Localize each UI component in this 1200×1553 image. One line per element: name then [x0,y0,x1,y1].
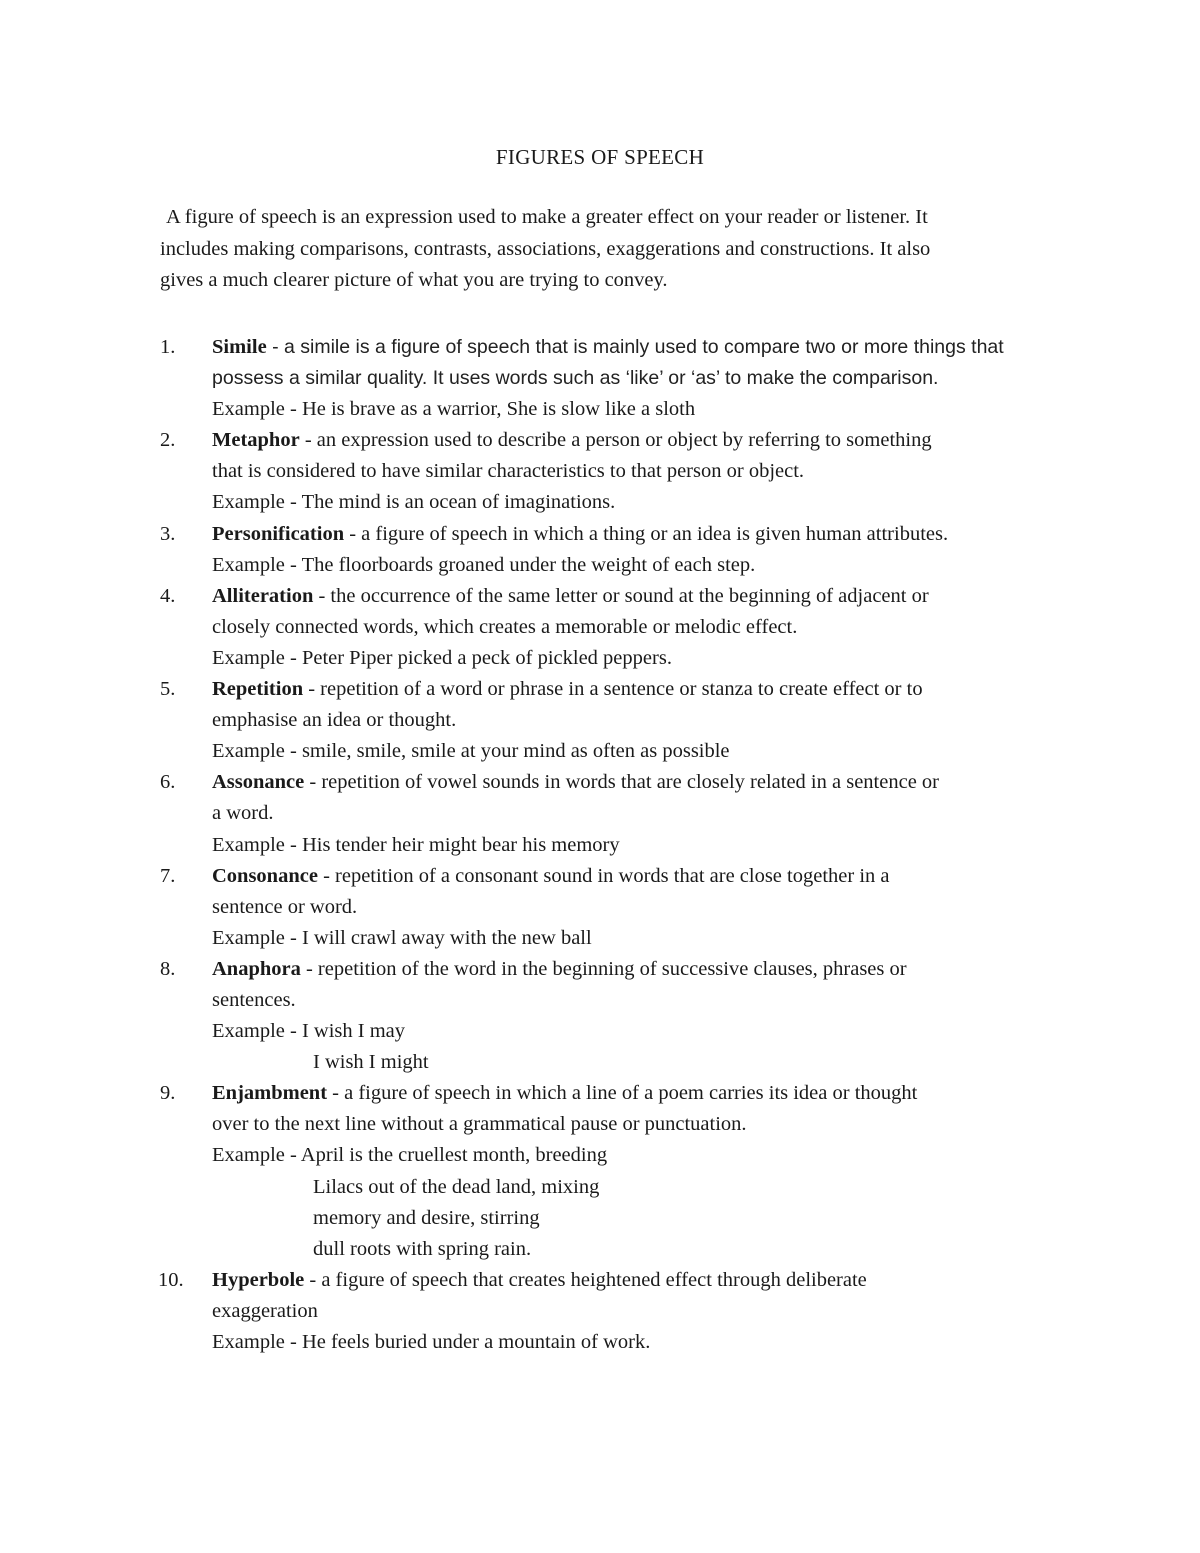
example-line: Example - The floorboards groaned under the weight of each step. [212,553,756,576]
example-line: Example - He is brave as a warrior, She is slow like a sloth [212,398,696,421]
item-body [212,674,1080,767]
item-body [212,1078,1080,1265]
term: Assonance [212,771,305,794]
definition-line [212,892,1080,923]
definition-line [212,519,1080,550]
example-line: Example - April is the cruellest month, breeding [212,1144,608,1167]
definition-line [212,861,1080,892]
example-line: Example - The mind is an ocean of imaginations. [212,491,616,514]
list-number: 3. [160,522,176,545]
list-number: 7. [160,864,176,887]
definition-line [212,456,1080,487]
definition-text: that is considered to have similar characteristics to that person or object. [212,460,805,483]
example-line: Example - His tender heir might bear his memory [212,833,620,856]
list-item [160,425,1080,518]
term: Repetition [212,678,304,701]
term: Simile [212,336,267,358]
example-continuation: I wish I might [313,1051,429,1074]
item-body [212,954,1080,1078]
list-number: 9. [160,1082,176,1105]
example-continuation: memory and desire, stirring [313,1206,540,1229]
definition-text: - a simile is a figure of speech that is mainly used to compare two or more things that [266,336,1004,358]
definition-line [212,1265,1080,1296]
list-number: 1. [160,336,176,358]
definition-line [212,1078,1080,1109]
definition-text: sentence or word. [212,895,358,918]
intro-line: A figure of speech is an expression used to make a greater effect on your reader or listener. It [166,206,928,228]
term: Consonance [212,864,318,887]
list-item [160,1078,1080,1265]
definition-text: - repetition of a consonant sound in words that are close together in a [317,864,890,887]
term: Anaphora [212,957,301,980]
intro-paragraph [160,202,1060,297]
list-number: 10. [158,1268,184,1291]
definition-text: a word. [212,802,274,825]
list-item [160,954,1080,1078]
example-line: Example - I will crawl away with the new ball [212,926,592,949]
list-number: 5. [160,678,176,701]
example-line: Example - smile, smile, smile at your mind as often as possible [212,740,730,763]
definition-line [212,954,1080,985]
list-number: 8. [160,957,176,980]
list-item [160,674,1080,767]
term: Hyperbole [212,1268,305,1291]
intro-line: gives a much clearer picture of what you are trying to convey. [160,269,668,291]
term: Personification [212,522,345,545]
definition-text: - repetition of vowel sounds in words that are closely related in a sentence or [304,771,939,794]
term: Metaphor [212,429,300,452]
example-continuation: dull roots with spring rain. [313,1237,532,1260]
list-item [160,861,1080,954]
definition-text: - repetition of the word in the beginning of successive clauses, phrases or [300,957,907,980]
definition-line [212,674,1080,705]
example-line: Example - I wish I may [212,1020,405,1043]
document-title: FIGURES OF SPEECH [495,145,705,169]
list-number: 2. [160,429,176,452]
definition-line [212,612,1080,643]
definition-line [212,985,1080,1016]
list-number: 4. [160,584,176,607]
example-line: Example - He feels buried under a mountain of work. [212,1331,651,1353]
definition-line [212,332,1080,363]
list-item [160,1265,1080,1358]
list-item [160,581,1080,674]
intro-line: includes making comparisons, contrasts, associations, exaggerations and constructions. It also [160,237,931,260]
definition-text: - a figure of speech in which a thing or an idea is given human attributes. [344,522,949,545]
item-body [212,425,1080,518]
definition-text: - repetition of a word or phrase in a sentence or stanza to create effect or to [303,678,923,701]
figures-list [160,332,1080,1358]
list-item [160,332,1080,425]
item-body [212,861,1080,954]
definition-text: possess a similar quality. It uses words such as ‘like’ or ‘as’ to make the comparison. [212,367,939,390]
definition-text: - an expression used to describe a person or object by referring to something [299,429,932,452]
item-body [212,1265,1080,1358]
definition-text: emphasise an idea or thought. [212,709,457,732]
definition-line [212,581,1080,612]
example-line: Example - Peter Piper picked a peck of pickled peppers. [212,646,672,669]
definition-line [212,363,1080,394]
definition-text: closely connected words, which creates a memorable or melodic effect. [212,615,798,638]
item-body [212,767,1080,860]
definition-line [212,1109,1080,1140]
definition-text: - a figure of speech that creates heightened effect through deliberate [304,1268,867,1291]
definition-line [212,767,1080,798]
list-item [160,519,1080,581]
list-number: 6. [160,771,176,794]
definition-text: - the occurrence of the same letter or sound at the beginning of adjacent or [313,584,929,607]
definition-line [212,1296,1080,1327]
list-item [160,767,1080,860]
item-body [212,519,1080,581]
definition-line [212,798,1080,829]
item-body [212,581,1080,674]
definition-line [212,425,1080,456]
definition-text: sentences. [212,988,296,1011]
definition-text: over to the next line without a grammatical pause or punctuation. [212,1113,747,1136]
item-body [212,332,1080,425]
definition-text: - a figure of speech in which a line of a poem carries its idea or thought [327,1082,918,1105]
term: Alliteration [212,584,314,607]
term: Enjambment [212,1082,328,1105]
example-continuation: Lilacs out of the dead land, mixing [313,1175,600,1198]
definition-text: exaggeration [212,1299,318,1322]
definition-line [212,705,1080,736]
